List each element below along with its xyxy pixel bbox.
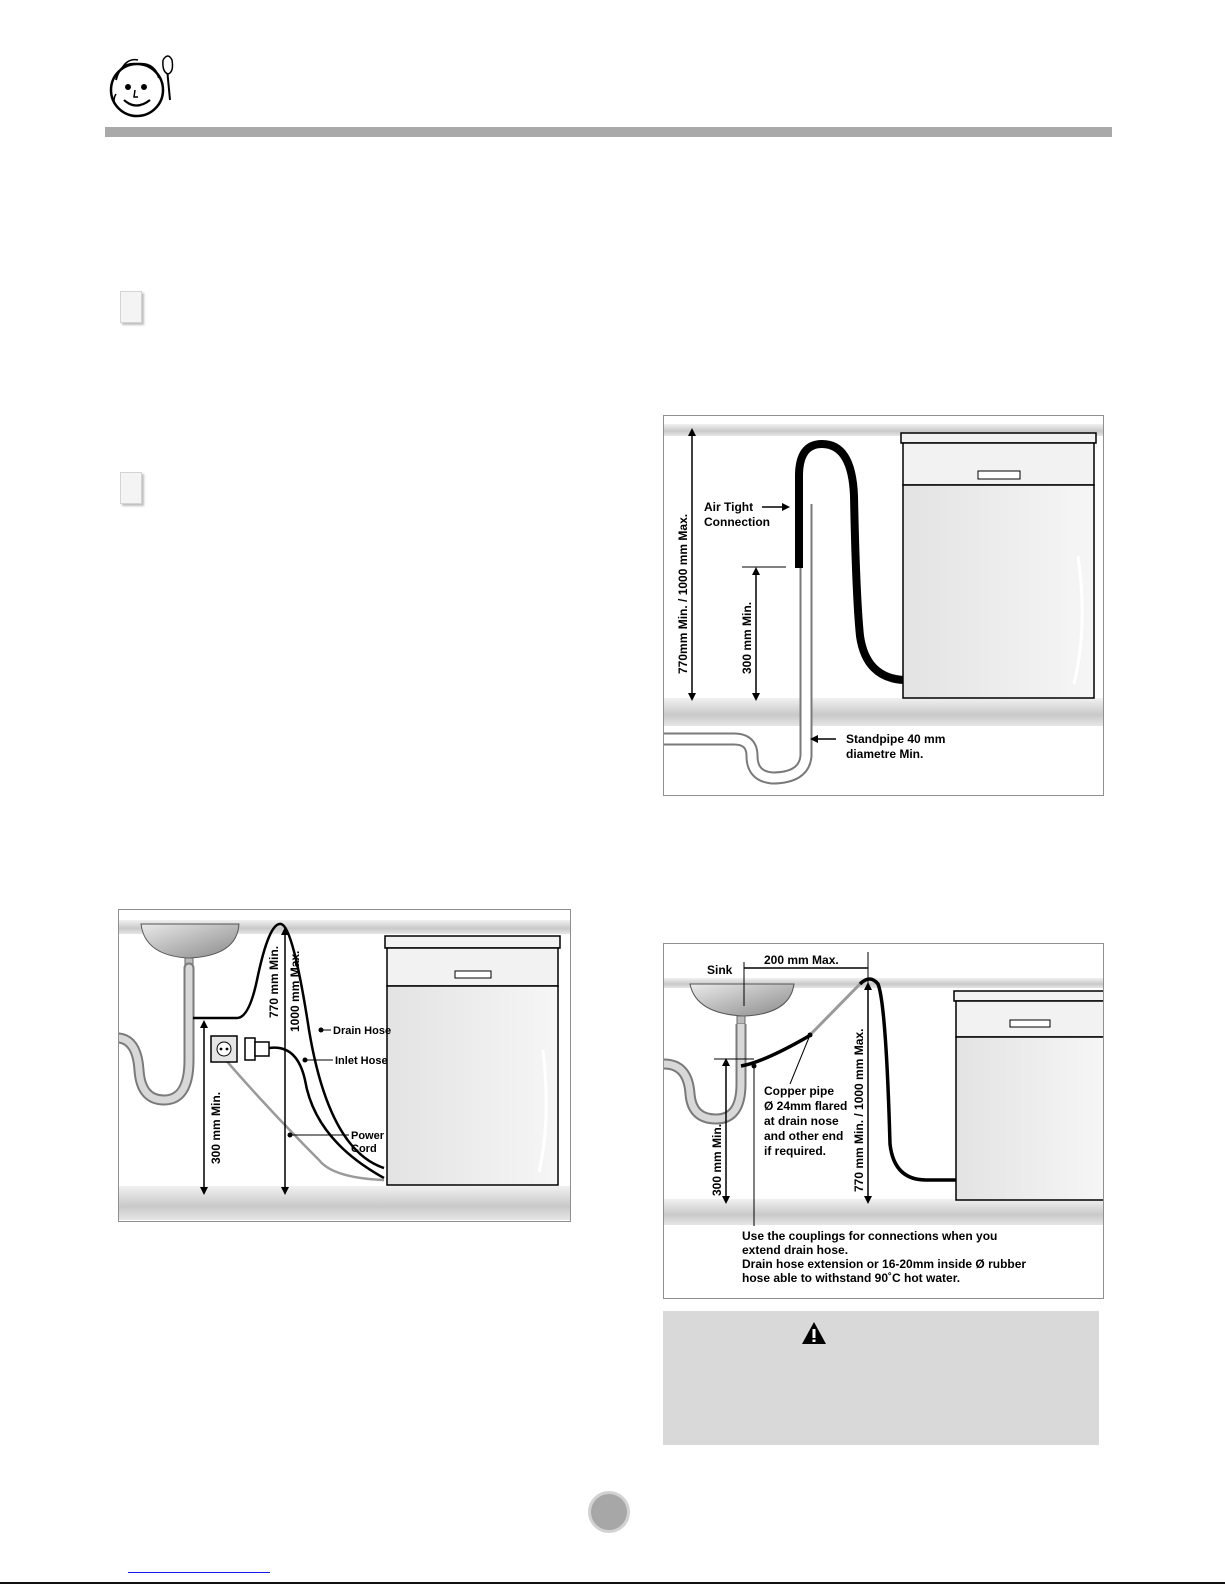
header-rule (105, 127, 1112, 137)
chef-face-icon (108, 54, 178, 120)
dimension-770-1000: 770 mm Min. / 1000 mm Max. (852, 1028, 866, 1192)
label-copper-pipe: Copper pipe (764, 1084, 835, 1098)
label-couplings-line3: Drain hose extension or 16-20mm inside Ø rubber (742, 1257, 1027, 1271)
dimension-770-min: 770 mm Min. (267, 945, 281, 1018)
label-couplings-line1: Use the couplings for connections when you (742, 1229, 998, 1243)
label-copper-diameter: Ø 24mm flared (764, 1099, 848, 1113)
label-drain-hose: Drain Hose (333, 1025, 392, 1037)
label-power: Power (351, 1130, 385, 1142)
dimension-300-min: 300 mm Min. (740, 601, 754, 674)
label-copper-required: if required. (764, 1144, 827, 1158)
label-standpipe: Standpipe 40 mm (846, 732, 946, 746)
label-couplings-line4: hose able to withstand 90˚C hot water. (742, 1271, 961, 1285)
warning-triangle-icon (801, 1321, 827, 1345)
footer-rule (0, 1582, 1225, 1584)
dimension-300-min: 300 mm Min. (710, 1123, 724, 1196)
label-inlet-hose: Inlet Hose (335, 1055, 388, 1067)
dimension-300-min: 300 mm Min. (209, 1091, 223, 1164)
label-copper-end: and other end (764, 1129, 844, 1143)
dimension-1000-max: 1000 mm Max. (288, 950, 302, 1032)
label-cord: Cord (351, 1143, 377, 1155)
figure-standpipe (663, 415, 1104, 796)
dimension-770-1000: 770mm Min. / 1000 mm Max. (676, 513, 690, 674)
label-connection: Connection (704, 515, 770, 529)
label-diametre: diametre Min. (846, 747, 924, 761)
page-number-badge (588, 1491, 630, 1533)
label-air-tight: Air Tight (704, 500, 754, 514)
label-couplings-line2: extend drain hose. (742, 1243, 849, 1257)
label-copper-nose: at drain nose (764, 1114, 839, 1128)
section-marker (120, 472, 142, 504)
label-sink: Sink (707, 963, 733, 977)
figure-drain-extension (663, 943, 1104, 1299)
footer-link[interactable] (128, 1572, 270, 1573)
dimension-200-max: 200 mm Max. (764, 953, 839, 967)
warning-box (663, 1311, 1099, 1445)
chef-logo (108, 54, 178, 120)
figure-drain-hose-layout (118, 909, 571, 1222)
section-marker (120, 291, 142, 323)
